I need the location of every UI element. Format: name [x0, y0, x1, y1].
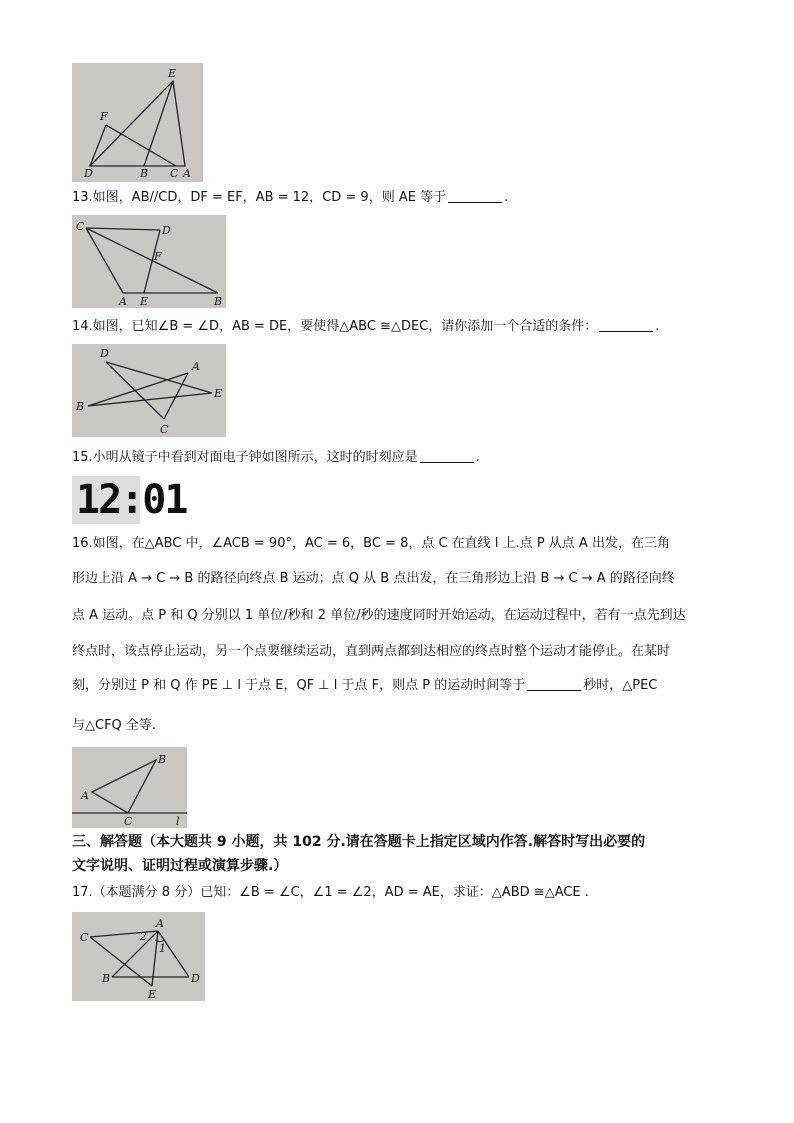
fig14-label-a: A: [192, 360, 200, 373]
fig1-segment-fd: [90, 125, 106, 166]
fig17-label-c: C: [80, 931, 89, 944]
fig14-label-e: E: [214, 387, 223, 400]
question-14-text: 14.如图，已知∠B = ∠D，AB = DE，要使得△ABC ≅△DEC，请你添加一个合适的条件：: [72, 319, 598, 334]
fig17-segment-ae: [152, 931, 158, 986]
fig17-label-b: B: [102, 972, 111, 985]
fig17-segment-ab: [112, 931, 158, 977]
figure-16-svg: [72, 747, 187, 828]
fig17-label-e: E: [148, 988, 157, 1001]
question-13-text: 13.如图，AB//CD，DF = EF，AB = 12，CD = 9，则 AE 等于: [72, 190, 447, 205]
fig16-label-c: C: [124, 815, 133, 828]
fig1-triangle-outline: [90, 81, 185, 166]
fig17-label-angle-2: 2: [140, 930, 147, 943]
fig1-segment-eb: [144, 81, 173, 166]
fig17-segment-ce: [90, 937, 152, 986]
fig1-label-c: C: [170, 167, 179, 180]
fig17-label-angle-1: 1: [159, 942, 166, 955]
question-17: 17.（本题满分 8 分）已知：∠B = ∠C，∠1 = ∠2，AD = AE，求证：△ABD ≅△ACE .: [72, 885, 589, 900]
fig1-segment-fc: [106, 125, 176, 166]
question-16-line-5-end: 秒时，△PEC: [583, 678, 658, 693]
figure-14: [72, 344, 226, 437]
figure-16: [72, 747, 187, 828]
figure-17: [72, 912, 205, 1001]
question-14-end: .: [655, 319, 660, 334]
figure-17-svg: [72, 912, 205, 1001]
section-3-heading-line-1: 三、解答题（本大题共 9 小题，共 102 分.请在答题卡上指定区域内作答.解答时写出必要的: [72, 834, 646, 850]
figure-prev-triangles: [72, 63, 203, 182]
clock-digits: 12:01: [76, 477, 187, 523]
question-16-line-5: [72, 677, 657, 695]
fig14-label-d: D: [100, 347, 109, 360]
fig16-triangle-abc: [92, 760, 156, 813]
question-13-end: .: [504, 190, 509, 205]
fig13-label-e: E: [140, 295, 149, 308]
question-15: [72, 449, 480, 467]
question-15-end: .: [475, 450, 480, 465]
question-16-line-1: 16.如图，在△ABC 中，∠ACB = 90°，AC = 6，BC = 8，点 C 在直线 l 上.点 P 从点 A 出发，在三角: [72, 536, 670, 551]
question-13: [72, 189, 508, 207]
digital-clock-image: [72, 476, 187, 524]
fig13-segment-cd: [86, 228, 160, 230]
question-16-line-2: 形边上沿 A → C → B 的路径向终点 B 运动；点 Q 从 B 点出发，在三角形边上沿 B → C → A 的路径向终: [72, 571, 675, 586]
fig14-label-b: B: [76, 400, 85, 413]
answer-blank-13[interactable]: [448, 189, 502, 203]
fig16-label-b: B: [158, 753, 167, 766]
answer-blank-16[interactable]: [527, 677, 581, 691]
fig1-label-b: B: [140, 167, 149, 180]
fig16-label-a: A: [81, 789, 89, 802]
question-15-text: 15.小明从镜子中看到对面电子钟如图所示，这时的时刻应是: [72, 450, 418, 465]
fig16-label-l: l: [176, 815, 180, 828]
question-16-line-6: 与△CFQ 全等.: [72, 718, 157, 733]
fig13-label-a: A: [119, 295, 127, 308]
section-3-heading-line-2: 文字说明、证明过程或演算步骤.）: [72, 858, 288, 874]
fig17-segment-ca: [90, 931, 158, 937]
fig17-label-a: A: [156, 917, 164, 930]
fig1-label-a: A: [183, 167, 191, 180]
fig13-label-c: C: [76, 220, 85, 233]
fig13-label-d: D: [162, 224, 171, 237]
question-16-line-4: 终点时，该点停止运动，另一个点要继续运动，直到两点都到达相应的终点时整个运动才能停止。在某时: [72, 644, 671, 659]
fig1-label-e: E: [168, 67, 177, 80]
fig13-label-f: F: [154, 250, 162, 263]
figure-prev-svg: [72, 63, 203, 182]
figure-13-svg: [72, 215, 226, 308]
fig14-label-c: C: [160, 423, 169, 436]
question-16-line-3: 点 A 运动。点 P 和 Q 分别以 1 单位/秒和 2 单位/秒的速度同时开始运动，在运动过程中，若有一点先到达: [72, 608, 686, 623]
fig13-label-b: B: [214, 295, 223, 308]
figure-14-svg: [72, 344, 226, 437]
question-14: [72, 318, 659, 336]
figure-13: [72, 215, 226, 308]
fig1-label-d: D: [84, 167, 93, 180]
answer-blank-14[interactable]: [599, 318, 653, 332]
fig17-label-d: D: [191, 972, 200, 985]
answer-blank-15[interactable]: [420, 449, 474, 463]
fig1-label-f: F: [100, 110, 108, 123]
question-16-line-5-text: 刻，分别过 P 和 Q 作 PE ⊥ l 于点 E，QF ⊥ l 于点 F，则点 P 的运动时间等于: [72, 678, 526, 693]
